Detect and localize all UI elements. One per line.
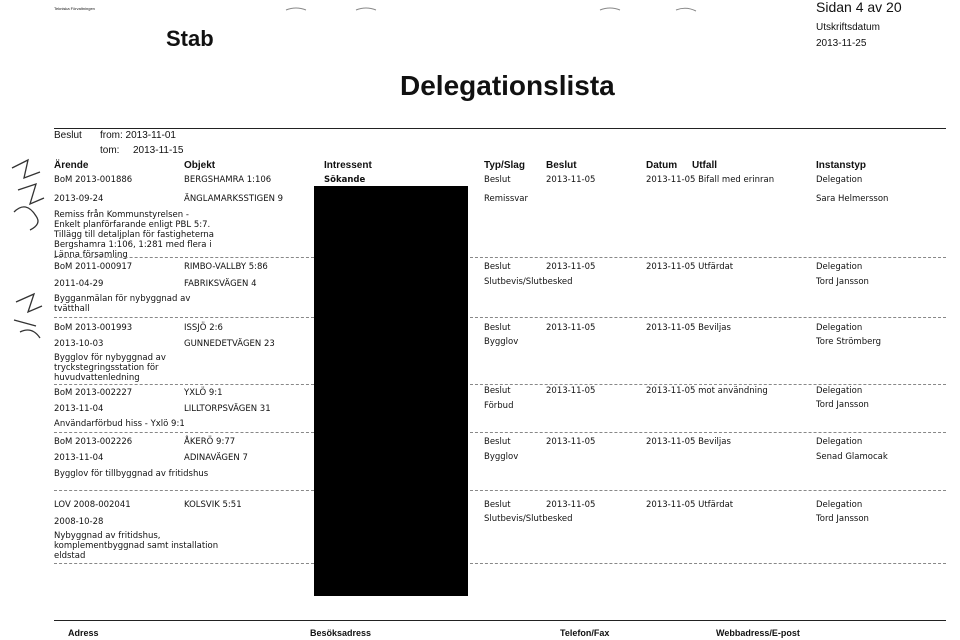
row-5-beslut-date: 2013-11-05	[546, 437, 596, 447]
row-5-address: ADINAVÄGEN 7	[184, 453, 248, 463]
row-divider	[54, 257, 314, 258]
row-1-objekt: BERGSHAMRA 1:106	[184, 175, 272, 185]
row-divider	[470, 317, 946, 318]
row-5-handlaggare: Senad Glamocak	[816, 452, 888, 462]
row-divider	[54, 490, 314, 491]
row-3-description: Bygglov för nybyggnad av tryckstegringsstation för huvudvattenledning	[54, 353, 166, 383]
row-3-objekt: ISSJÖ 2:6	[184, 323, 223, 333]
row-2-slag: Slutbevis/Slutbesked	[484, 277, 573, 287]
col-beslut: Beslut	[546, 160, 577, 171]
row-2-instanstyp: Delegation	[816, 262, 863, 272]
row-5-datum-utfall: 2013-11-05 Beviljas	[646, 437, 731, 447]
header-scribble-marks	[280, 4, 700, 14]
row-6-handlaggare: Tord Jansson	[816, 514, 869, 524]
row-2-address: FABRIKSVÄGEN 4	[184, 279, 257, 289]
row-2-arende: BoM 2011-000917	[54, 262, 133, 272]
col-objekt: Objekt	[184, 160, 216, 171]
row-5-arende: BoM 2013-002226	[54, 437, 133, 447]
filter-tom-label: tom:	[100, 145, 120, 156]
redaction-block	[314, 186, 468, 596]
row-1-date: 2013-09-24	[54, 194, 104, 204]
row-1-description: Remiss från Kommunstyrelsen - Enkelt planförfarande enligt PBL 5:7. Tillägg till detaljplan för fastigheterna Bergshamra 1:106, 1:281 med flera i Länna församling	[54, 210, 215, 260]
col-intressent: Intressent	[324, 160, 372, 171]
row-4-arende: BoM 2013-002227	[54, 388, 133, 398]
row-3-handlaggare: Tore Strömberg	[816, 337, 882, 347]
col-utfall: Utfall	[692, 160, 717, 171]
print-date-label: Utskriftsdatum	[816, 22, 880, 33]
row-3-arende: BoM 2013-001993	[54, 323, 133, 333]
row-6-beslut-date: 2013-11-05	[546, 500, 596, 510]
row-5-slag: Bygglov	[484, 452, 519, 462]
row-divider	[54, 432, 314, 433]
row-4-instanstyp: Delegation	[816, 386, 863, 396]
row-divider	[470, 384, 946, 385]
col-typ: Typ/Slag	[484, 160, 525, 171]
footer-besoksadress: Besöksadress	[310, 628, 372, 638]
row-6-date: 2008-10-28	[54, 517, 104, 527]
row-3-instanstyp: Delegation	[816, 323, 863, 333]
row-3-slag: Bygglov	[484, 337, 519, 347]
row-divider	[54, 384, 314, 385]
row-4-date: 2013-11-04	[54, 404, 104, 414]
row-1-instanstyp: Delegation	[816, 175, 863, 185]
row-2-typ: Beslut	[484, 262, 511, 272]
footer-webb: Webbadress/E-post	[716, 628, 800, 638]
row-divider	[470, 490, 946, 491]
row-divider	[54, 563, 314, 564]
footer-rule	[54, 620, 946, 621]
row-1-typ: Beslut	[484, 175, 511, 185]
handwritten-signature	[6, 150, 50, 350]
row-4-beslut-date: 2013-11-05	[546, 386, 596, 396]
row-6-arende: LOV 2008-002041	[54, 500, 131, 510]
page-number: Sidan 4 av 20	[816, 0, 902, 15]
row-1-address: ÄNGLAMARKSSTIGEN 9	[184, 194, 284, 204]
footer-telefon: Telefon/Fax	[560, 628, 610, 638]
filter-beslut-label: Beslut	[54, 130, 82, 141]
row-4-datum-utfall: 2013-11-05 mot användning	[646, 386, 768, 396]
row-4-address: LILLTORPSVÄGEN 31	[184, 404, 271, 414]
row-divider	[470, 563, 946, 564]
filter-from: from: 2013-11-01	[100, 130, 176, 141]
row-3-datum-utfall: 2013-11-05 Beviljas	[646, 323, 731, 333]
row-5-objekt: ÅKERÖ 9:77	[184, 437, 236, 447]
row-1-datum-utfall: 2013-11-05 Bifall med erinran	[646, 175, 775, 185]
row-5-typ: Beslut	[484, 437, 511, 447]
row-divider	[470, 257, 946, 258]
row-1-slag: Remissvar	[484, 194, 528, 204]
row-divider	[54, 317, 314, 318]
col-arende: Ärende	[54, 160, 89, 171]
row-6-typ: Beslut	[484, 500, 511, 510]
row-3-date: 2013-10-03	[54, 339, 104, 349]
row-3-beslut-date: 2013-11-05	[546, 323, 596, 333]
row-divider	[470, 432, 946, 433]
row-2-date: 2011-04-29	[54, 279, 104, 289]
col-instanstyp: Instanstyp	[816, 160, 867, 171]
footer-adress: Adress	[68, 628, 99, 638]
row-4-slag: Förbud	[484, 401, 514, 411]
row-5-date: 2013-11-04	[54, 453, 104, 463]
row-5-description: Bygglov för tillbyggnad av fritidshus	[54, 469, 209, 479]
row-1-beslut-date: 2013-11-05	[546, 175, 596, 185]
row-5-instanstyp: Delegation	[816, 437, 863, 447]
row-6-objekt: KOLSVIK 5:51	[184, 500, 242, 510]
row-4-handlaggare: Tord Jansson	[816, 400, 869, 410]
row-6-instanstyp: Delegation	[816, 500, 863, 510]
row-2-beslut-date: 2013-11-05	[546, 262, 596, 272]
row-4-objekt: YXLÖ 9:1	[184, 388, 223, 398]
row-6-datum-utfall: 2013-11-05 Utfärdat	[646, 500, 734, 510]
row-6-slag: Slutbevis/Slutbesked	[484, 514, 573, 524]
row-3-address: GUNNEDETVÄGEN 23	[184, 339, 275, 349]
document-title: Delegationslista	[400, 70, 615, 101]
row-2-datum-utfall: 2013-11-05 Utfärdat	[646, 262, 734, 272]
title-rule	[54, 128, 946, 129]
row-2-handlaggare: Tord Jansson	[816, 277, 869, 287]
row-6-description: Nybyggnad av fritidshus, komplementbyggnad samt installation eldstad	[54, 531, 219, 561]
row-1-intressent: Sökande	[324, 175, 366, 185]
row-3-typ: Beslut	[484, 323, 511, 333]
row-1-handlaggare: Sara Helmersson	[816, 194, 889, 204]
header-logo-text: Tekniska Förvaltningen	[54, 6, 95, 11]
print-date: 2013-11-25	[816, 38, 867, 49]
row-4-typ: Beslut	[484, 386, 511, 396]
row-2-objekt: RIMBO-VALLBY 5:86	[184, 262, 268, 272]
col-datum: Datum	[646, 160, 678, 171]
row-1-arende: BoM 2013-001886	[54, 175, 133, 185]
row-4-description: Användarförbud hiss - Yxlö 9:1	[54, 419, 185, 429]
header-title: Stab	[166, 26, 214, 51]
row-2-description: Bygganmälan för nybyggnad av tvätthall	[54, 294, 191, 314]
filter-tom-value: 2013-11-15	[133, 145, 184, 156]
